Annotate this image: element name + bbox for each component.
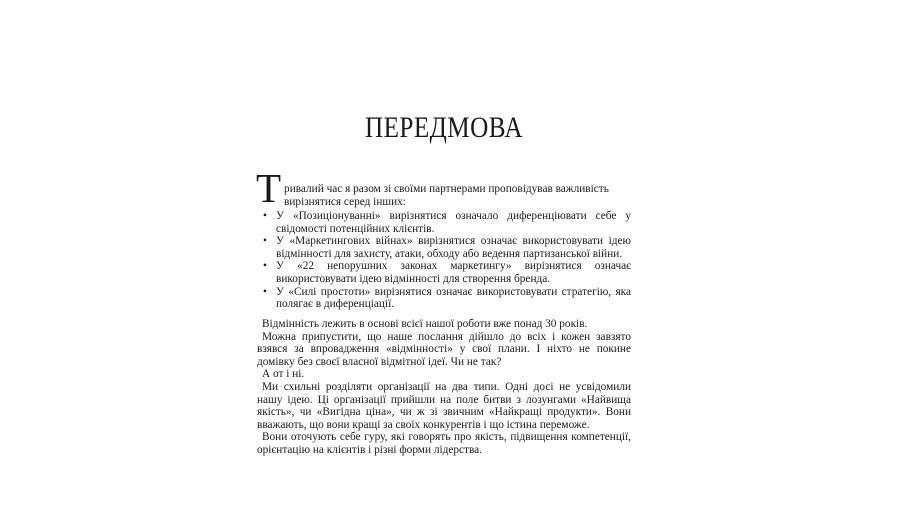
list-item [263, 286, 631, 311]
page-title: ПЕРЕДМОВА [365, 111, 523, 144]
body-text [257, 318, 631, 457]
paragraph: А от і ні. [262, 368, 305, 381]
paragraph: Можна припустити, що наше послання дійшло до всіх і кожен завзято взявся за впровадження «відмінності» у свої плани. І ніхто не покине домівку без своєї власної відмітної ідеї. Чи не так? [257, 330, 631, 368]
paragraph: Відмінність лежить в основі всієї нашої роботи вже понад 30 років. [262, 318, 588, 330]
bullet-icon: • [263, 210, 267, 222]
bullet-list [263, 210, 631, 311]
book-page [257, 0, 631, 510]
intro-text: ривалий час я разом зі своїми партнерами проповідував важливість вирізнятися серед інших: [284, 183, 609, 208]
list-item [263, 235, 631, 260]
drop-cap: Т [256, 165, 282, 211]
list-item [263, 210, 631, 235]
list-item-text: У «Силі простоти» вирізнятися означає використовувати стратегію, яка полягає в диференціації. [276, 285, 631, 311]
list-item-text: У «22 непорушних законах маркетингу» вирізнятися означає використовувати ідею відмінності для створення бренда. [276, 260, 631, 285]
bullet-icon: • [263, 260, 267, 273]
bullet-icon: • [263, 235, 267, 248]
intro-paragraph [256, 165, 631, 211]
paragraph: Вони оточують себе гуру, які говорять про якість, підвищення компетенції, орієнтацію на клієнтів і різні форми лідерства. [257, 431, 631, 456]
list-item-text: У «Позиціонуванні» вирізнятися означало диференціювати себе у свідомості потенційних клієнтів. [276, 210, 631, 235]
paragraph: Ми схильні розділяти організації на два типи. Одні досі не усвідомили нашу ідею. Ці організації прийшли на поле битви з лозунгами «Найвища якість», чи «Вигідна ціна», чи ж зі звичним «Найкращі продукти». Вони вважають, що вони кращі за своїх конкурентів і що істина переможе. [257, 380, 631, 431]
list-item-text: У «Маркетингових війнах» вирізнятися означає використовувати ідею відмінності для захисту, атаки, обходу або ведення партизанської війни. [276, 235, 631, 260]
list-item [263, 260, 631, 285]
bullet-icon: • [263, 285, 267, 298]
